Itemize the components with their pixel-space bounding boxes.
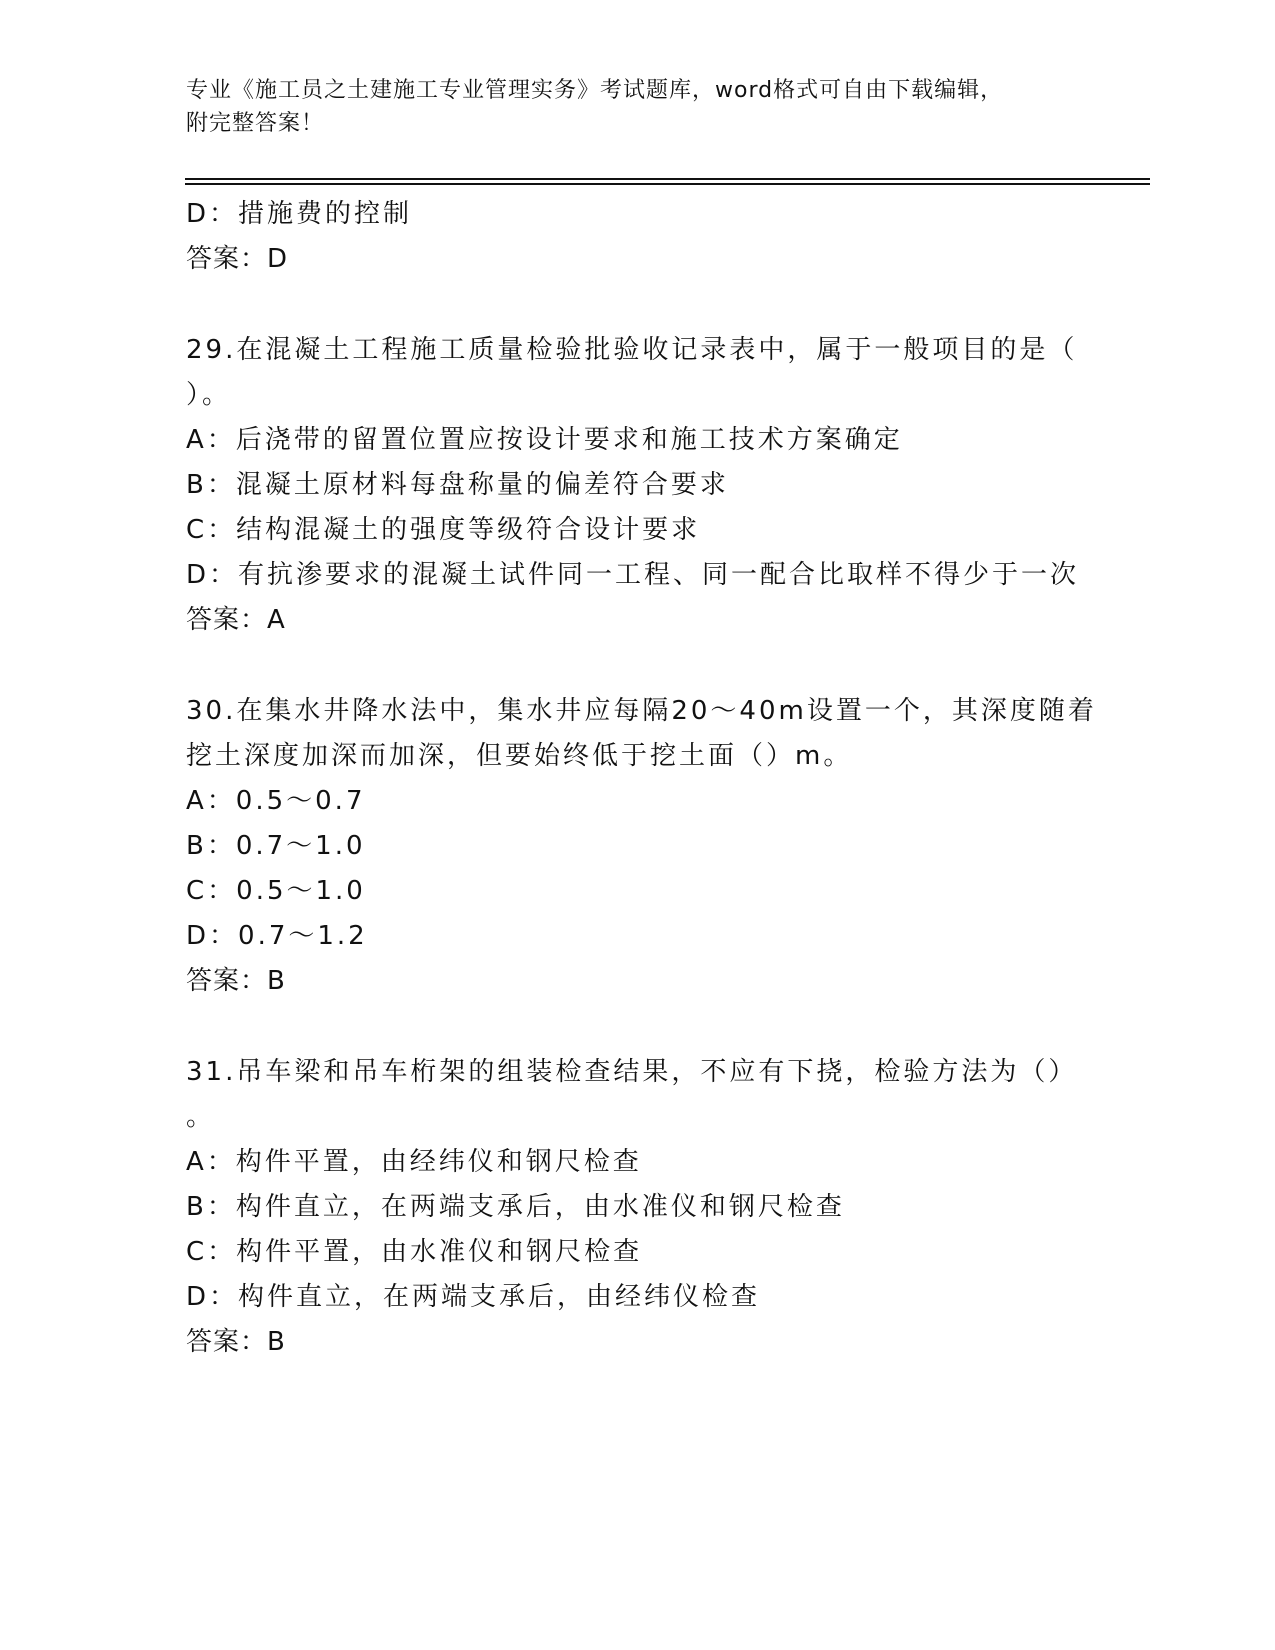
answer-line: 答案：A xyxy=(186,605,286,635)
option-c: C：结构混凝土的强度等级符合设计要求 xyxy=(186,515,701,545)
option-d: D：构件直立，在两端支承后，由经纬仪检查 xyxy=(186,1282,761,1312)
question-stem-line-1: 31.吊车梁和吊车桁架的组装检查结果，不应有下挠，检验方法为（） xyxy=(186,1057,1078,1087)
header-divider-top xyxy=(185,178,1150,180)
header-line-2: 附完整答案！ xyxy=(186,111,325,136)
previous-question-fragment xyxy=(186,192,1086,282)
answer-line: 答案：B xyxy=(186,966,286,996)
option-c: C：0.5～1.0 xyxy=(186,876,366,906)
question-30 xyxy=(186,689,1097,1004)
question-stem-line-1: 29.在混凝土工程施工质量检验批验收记录表中，属于一般项目的是（ xyxy=(186,335,1078,365)
question-stem-line-2: ）。 xyxy=(186,380,232,410)
question-stem-line-2: 。 xyxy=(186,1102,216,1132)
option-d: D：措施费的控制 xyxy=(186,199,413,229)
option-b: B：0.7～1.0 xyxy=(186,831,366,861)
question-spacer xyxy=(186,643,1086,689)
option-b: B：混凝土原材料每盘称量的偏差符合要求 xyxy=(186,470,729,500)
answer-line: 答案：D xyxy=(186,244,289,274)
header-line-1: 专业《施工员之土建施工专业管理实务》考试题库，word格式可自由下载编辑， xyxy=(186,78,1004,103)
question-29 xyxy=(186,328,1086,643)
option-a: A：后浇带的留置位置应按设计要求和施工技术方案确定 xyxy=(186,425,903,455)
option-d: D：有抗渗要求的混凝土试件同一工程、同一配合比取样不得少于一次 xyxy=(186,560,1080,590)
question-spacer xyxy=(186,1004,1086,1050)
question-31 xyxy=(186,1050,1086,1365)
document-header xyxy=(186,74,1086,140)
answer-line: 答案：B xyxy=(186,1327,286,1357)
option-c: C：构件平置，由水准仪和钢尺检查 xyxy=(186,1237,643,1267)
option-b: B：构件直立，在两端支承后，由水准仪和钢尺检查 xyxy=(186,1192,845,1222)
question-spacer xyxy=(186,282,1086,328)
header-divider-bottom xyxy=(185,183,1150,185)
question-stem-line-2: 挖土深度加深而加深，但要始终低于挖土面（）m。 xyxy=(186,741,853,771)
option-d: D：0.7～1.2 xyxy=(186,921,368,951)
option-a: A：构件平置，由经纬仪和钢尺检查 xyxy=(186,1147,642,1177)
question-stem-line-1: 30.在集水井降水法中，集水井应每隔20～40m设置一个，其深度随着 xyxy=(186,696,1097,726)
option-a: A：0.5～0.7 xyxy=(186,786,366,816)
question-content xyxy=(186,192,1097,1365)
